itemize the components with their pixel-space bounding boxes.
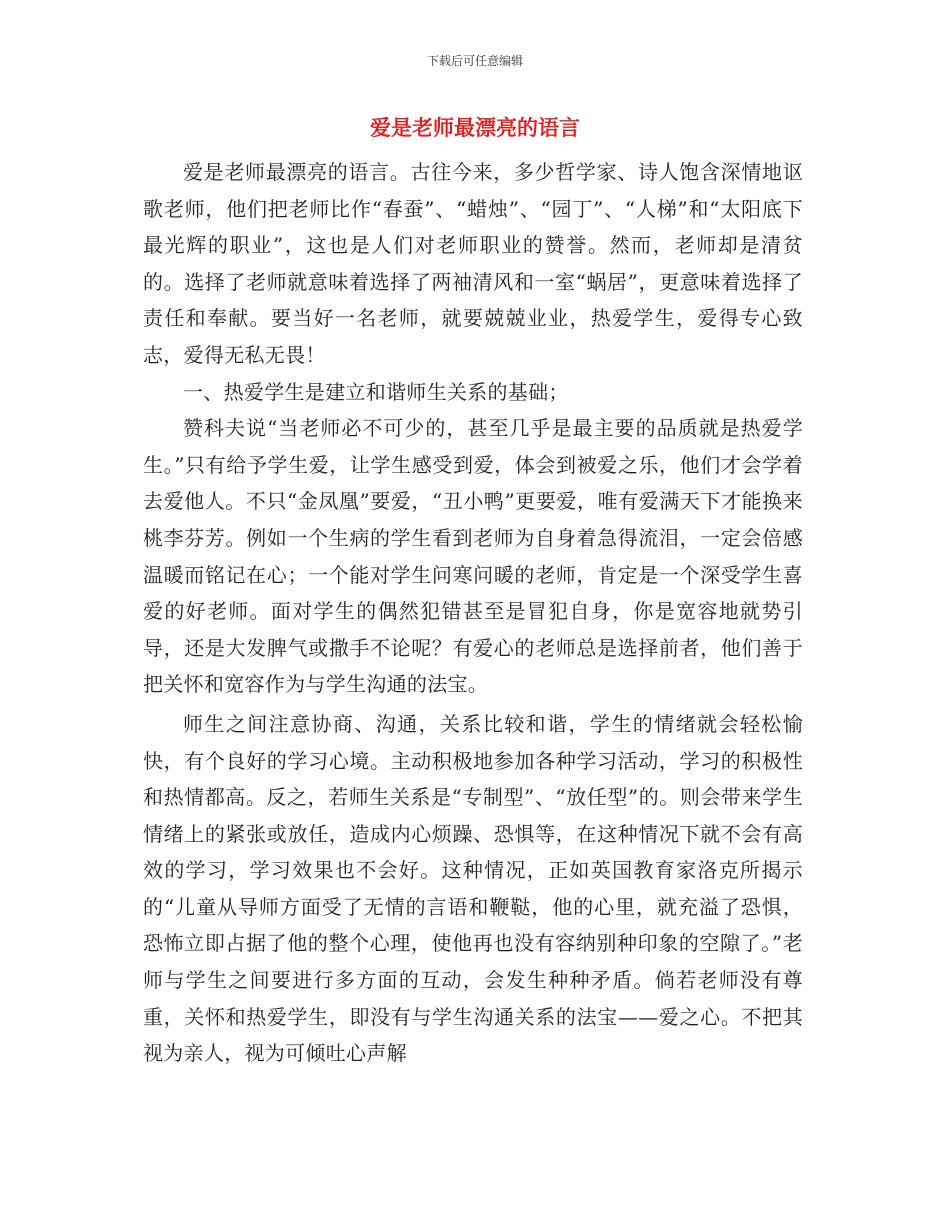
paragraph-zankov: 赞科夫说“当老师必不可少的，甚至几乎是最主要的品质就是热爱学生。”只有给予学生爱，让学生感受到爱，体会到被爱之乐，他们才会学着去爱他人。不只“金凤凰”要爱，“丑小鸭”更要爱，唯有爱满天下才能换来桃李芬芳。例如一个生病的学生看到老师为自身着急得流泪，一定会倍感温暖而铭记在心；一个能对学生问寒问暖的老师，肯定是一个深受学生喜爱的好老师。面对学生的偶然犯错甚至是冒犯自身，你是宽容地就势引导，还是大发脾气或撒手不论呢？有爱心的老师总是选择前者，他们善于把关怀和宽容作为与学生沟通的法宝。 bbox=[143, 416, 803, 697]
paragraph-relationship: 师生之间注意协商、沟通，关系比较和谐，学生的情绪就会轻松愉快，有个良好的学习心境。主动积极地参加各种学习活动，学习的积极性和热情都高。反之，若师生关系是“专制型”、“放任型”的。则会带来学生情绪上的紧张或放任，造成内心烦躁、恐惧等，在这种情况下就不会有高效的学习，学习效果也不会好。这种情况，正如英国教育家洛克所揭示的“儿童从导师方面受了无情的言语和鞭鞑，他的心里，就充溢了恐惧，恐怖立即占据了他的整个心理，使他再也没有容纳别种印象的空隙了。”老师与学生之间要进行多方面的互动，会发生种种矛盾。倘若老师没有尊重，关怀和热爱学生，即没有与学生沟通关系的法宝——爱之心。不把其视为亲人，视为可倾吐心声解 bbox=[143, 711, 803, 1066]
paragraph-intro: 爱是老师最漂亮的语言。古往今来，多少哲学家、诗人饱含深情地讴歌老师，他们把老师比作“春蚕”、“蜡烛”、“园丁”、“人梯”和“太阳底下最光辉的职业”，这也是人们对老师职业的赞誉。然而，老师却是清贫的。选择了老师就意味着选择了两袖清风和一室“蜗居”，更意味着选择了责任和奉献。要当好一名老师，就要兢兢业业，热爱学生，爱得专心致志，爱得无私无畏！ bbox=[143, 160, 803, 367]
page-header: 下载后可任意编辑 bbox=[426, 54, 523, 68]
document-body bbox=[143, 154, 803, 1072]
section-heading: 一、热爱学生是建立和谐师生关系的基础； bbox=[183, 379, 569, 404]
document-title: 爱是老师最漂亮的语言 bbox=[370, 116, 580, 140]
